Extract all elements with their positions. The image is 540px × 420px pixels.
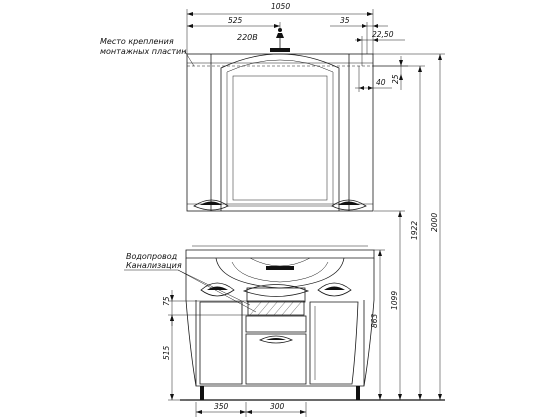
dim-1050: 1050	[271, 2, 291, 11]
dim-300: 300	[270, 402, 285, 411]
mirror-ovals	[194, 200, 366, 210]
dim-1099: 1099	[390, 290, 399, 310]
dim-35: 35	[340, 16, 350, 25]
dim-1922: 1922	[410, 220, 419, 240]
plumbing-zone	[248, 301, 304, 315]
voltage-label: 220В	[237, 33, 258, 42]
sewage-label: Канализация	[126, 261, 182, 270]
mount-note-line2: монтажных пластин	[100, 47, 187, 56]
vanity-unit	[180, 246, 445, 400]
drawer-row	[201, 283, 351, 302]
dim-75: 75	[162, 296, 171, 306]
mount-note-line1: Место крепления	[100, 37, 174, 46]
dimension-texts	[162, 2, 439, 411]
basin	[216, 258, 344, 288]
dim-863: 863	[370, 313, 379, 328]
mirror-cabinet	[187, 28, 373, 211]
dim-25: 25	[391, 74, 400, 84]
dim-2000: 2000	[430, 212, 439, 232]
dim-525: 525	[228, 16, 243, 25]
lamp-icon	[270, 28, 290, 52]
water-supply-label: Водопровод	[126, 252, 178, 261]
drawer-handle	[260, 336, 292, 343]
dimension-lines	[124, 9, 445, 417]
dim-350: 350	[214, 402, 229, 411]
legs	[196, 386, 364, 400]
dim-515: 515	[162, 345, 171, 360]
dim-22-50: 22,50	[372, 30, 394, 39]
dim-40: 40	[376, 78, 386, 87]
annotation-texts	[100, 33, 258, 270]
